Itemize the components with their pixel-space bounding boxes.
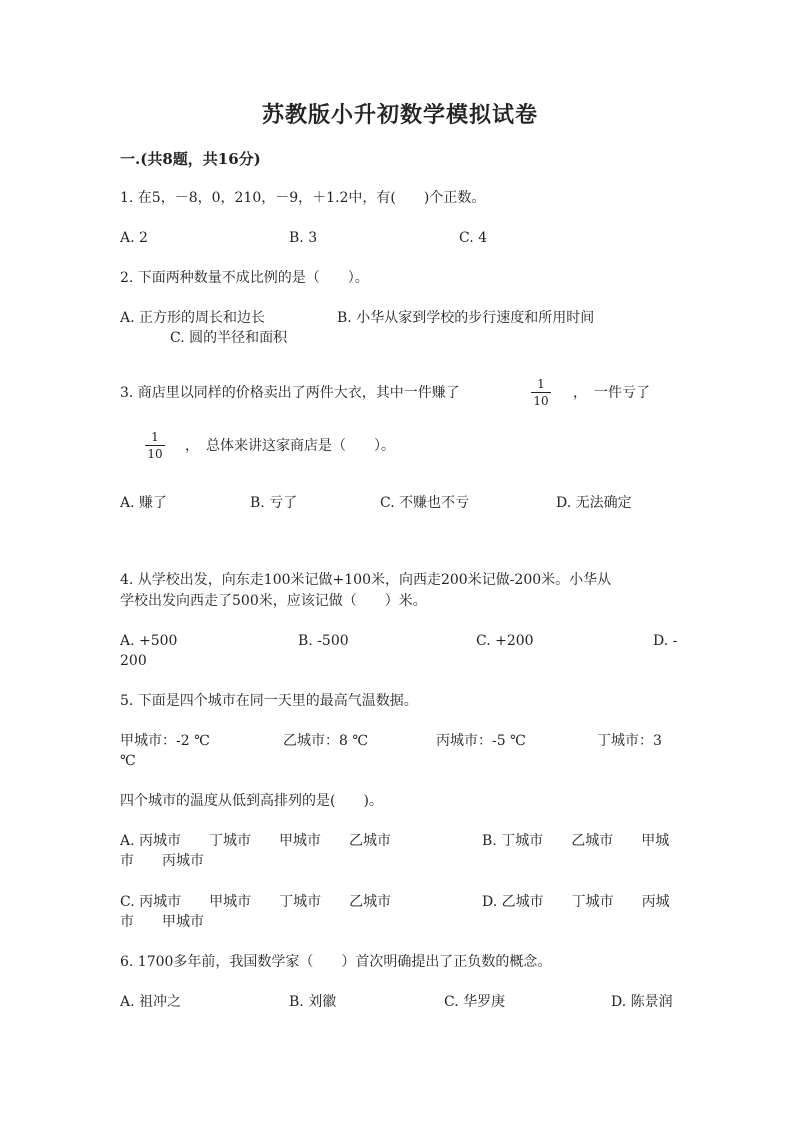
question-3-stem-start: 3. 商店里以同样的价格卖出了两件大衣，其中一件赚了 (120, 385, 460, 401)
fraction-denominator: 10 (147, 447, 163, 461)
question-3-option-d: D. 无法确定 (556, 495, 632, 511)
question-1-option-c: C. 4 (459, 230, 488, 246)
page-title: 苏教版小升初数学模拟试卷 (261, 102, 538, 128)
question-4-option-d-continued: 200 (120, 653, 147, 669)
fraction-denominator: 10 (533, 394, 549, 408)
question-4-option-c: C. +200 (476, 633, 534, 649)
question-4-option-b: B. -500 (298, 633, 349, 649)
question-2-option-c: C. 圆的半径和面积 (170, 330, 288, 346)
question-5-option-a: A. 丙城市 丁城市 甲城市 乙城市 (120, 833, 392, 849)
fraction-numerator: 1 (151, 430, 159, 444)
question-5-option-b-continued: 市 丙城市 (120, 853, 204, 869)
question-5-option-d: D. 乙城市 丁城市 丙城 (482, 894, 670, 910)
question-6-option-a: A. 祖冲之 (120, 994, 182, 1010)
question-5-city-yi: 乙城市：8 ℃ (283, 733, 369, 749)
question-4-stem-line-2: 学校出发向西走了500米，应该记做（ ）米。 (120, 593, 427, 609)
question-6-option-d: D. 陈景润 (611, 994, 673, 1010)
question-4-option-d: D. - (653, 633, 678, 649)
question-3-option-a: A. 赚了 (120, 495, 168, 511)
question-6-option-b: B. 刘徽 (289, 994, 337, 1010)
question-2-stem: 2. 下面两种数量不成比例的是（ ）。 (120, 270, 369, 286)
question-5-question: 四个城市的温度从低到高排列的是( )。 (120, 793, 383, 809)
question-3-option-c: C. 不赚也不亏 (380, 495, 470, 511)
question-3-fraction-1 (530, 377, 552, 408)
question-5-option-c: C. 丙城市 甲城市 丁城市 乙城市 (120, 894, 392, 910)
question-5-city-ding-continued: ℃ (120, 753, 136, 769)
question-6-stem: 6. 1700多年前，我国数学家（ ）首次明确提出了正负数的概念。 (120, 954, 552, 970)
question-4-stem-line-1: 4. 从学校出发，向东走100米记做+100米，向西走200米记做-200米。小华从 (120, 572, 612, 588)
question-1-option-a: A. 2 (120, 230, 148, 246)
question-3-stem-mid: ， 一件亏了 (573, 385, 650, 401)
question-5-city-jia: 甲城市：-2 ℃ (120, 733, 210, 749)
question-1-stem: 1. 在5，－8，0，210，－9，＋1.2中，有( )个正数。 (120, 190, 486, 206)
question-5-stem: 5. 下面是四个城市在同一天里的最高气温数据。 (120, 693, 418, 709)
question-1-option-b: B. 3 (289, 230, 318, 246)
question-6-option-c: C. 华罗庚 (444, 994, 506, 1010)
question-4-option-a: A. +500 (120, 633, 178, 649)
question-2-option-b: B. 小华从家到学校的步行速度和所用时间 (337, 310, 595, 326)
question-5-city-bing: 丙城市：-5 ℃ (436, 733, 526, 749)
fraction-bar (531, 392, 551, 393)
section-heading: 一.(共8题，共16分) (120, 150, 261, 168)
question-2-option-a: A. 正方形的周长和边长 (120, 310, 266, 326)
question-5-option-d-continued: 市 甲城市 (120, 914, 204, 930)
question-5-city-ding: 丁城市：3 (597, 733, 662, 749)
fraction-bar (145, 445, 165, 446)
fraction-numerator: 1 (537, 377, 545, 391)
question-3-fraction-2 (144, 430, 166, 461)
question-3-stem-end: ， 总体来讲这家商店是（ ）。 (185, 438, 395, 454)
question-3-option-b: B. 亏了 (250, 495, 298, 511)
question-5-option-b: B. 丁城市 乙城市 甲城 (482, 833, 670, 849)
